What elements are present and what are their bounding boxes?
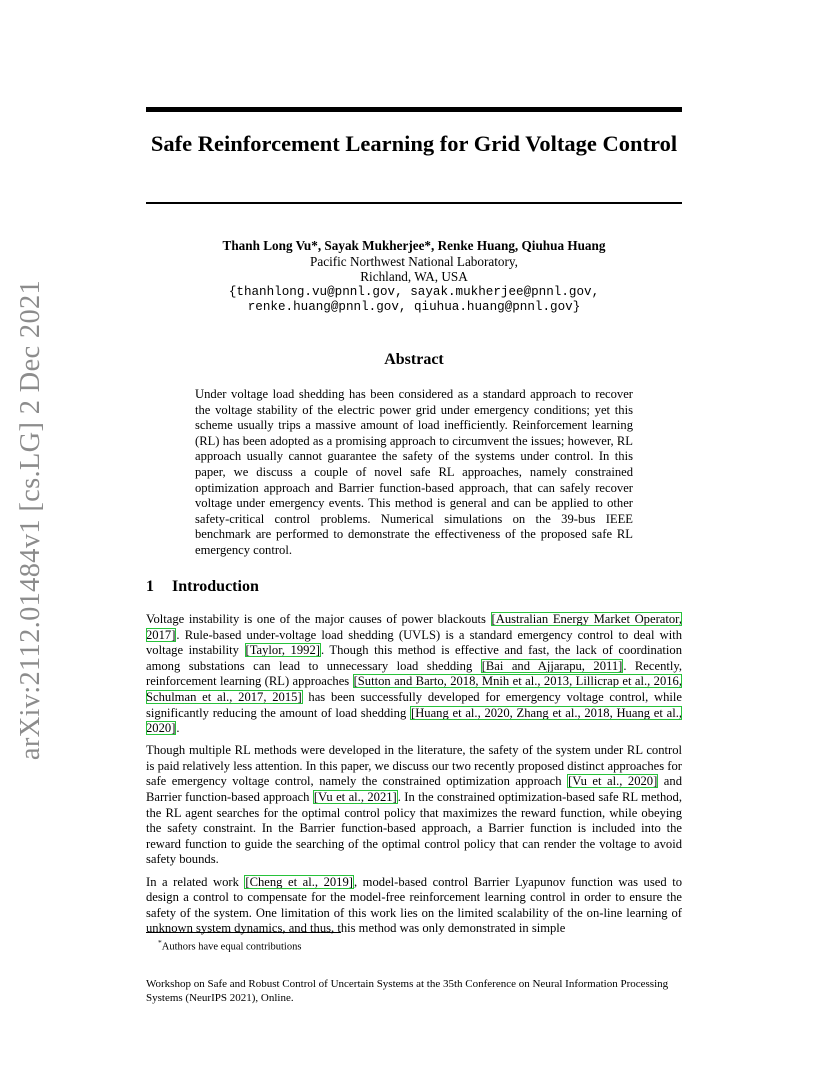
citation-link[interactable]: [Vu et al., 2021] <box>313 790 397 805</box>
paragraph-text: Though multiple RL methods were developed in the literature, the safety of the system under RL control is paid relatively less attention. In this paper, we discuss our two recently proposed distinct approaches for safe emergency voltage control, namely the constrained optimization approach <box>146 743 682 789</box>
intro-paragraph-2 <box>146 743 682 868</box>
affiliation-line-1: Pacific Northwest National Laboratory, <box>310 253 518 269</box>
paragraph-text: . In the constrained optimization-based safe RL method, the RL agent searches for the optimal control policy that maximizes the reward function, while obeying the safety constraint. In the Barrier function-based approach, a Barrier function is included into the reward function to guide the searching of the optimal control policy that can render the voltage to avoid safety bounds. <box>146 790 682 867</box>
citation-link[interactable]: [Bai and Ajjarapu, 2011] <box>481 658 623 673</box>
citation-link[interactable]: [Australian Energy Market Operator, 2017] <box>146 612 682 642</box>
paragraph-text: and Barrier function-based approach <box>146 774 682 805</box>
footnote-mark: * <box>158 938 162 947</box>
author-names: Thanh Long Vu*, Sayak Mukherjee*, Renke Huang, Qiuhua Huang <box>222 238 606 253</box>
paragraph-text: has been successfully developed for emergency voltage control, while significantly reducing the amount of load shedding <box>146 689 682 720</box>
abstract-heading: Abstract <box>384 351 444 368</box>
intro-paragraph-3 <box>146 875 682 937</box>
paragraph-text: Voltage instability is one of the major causes of power blackouts <box>146 612 491 626</box>
section-number: 1 <box>146 578 154 595</box>
author-emails-line-2: renke.huang@pnnl.gov, qiuhua.huang@pnnl.gov} <box>247 300 581 315</box>
section-heading-introduction <box>146 578 259 596</box>
citation-link[interactable]: [Huang et al., 2020, Zhang et al., 2018, Huang et al., 2020] <box>146 705 682 736</box>
venue-notice: Workshop on Safe and Robust Control of Uncertain Systems at the 35th Conference on Neural Information Processing Systems (NeurIPS 2021), Online. <box>146 978 669 1004</box>
footnote <box>158 936 301 954</box>
paragraph-text: . <box>176 721 180 736</box>
paragraph-text: . Though this method is effective and fast, the lack of coordination among substations can lead to unnecessary load shedding <box>146 643 682 673</box>
introduction-body <box>146 612 682 943</box>
citation-link[interactable]: [Sutton and Barto, 2018, Mnih et al., 2013, Lillicrap et al., 2016, Schulman et al., 2017, 2015] <box>146 674 682 704</box>
abstract-text: Under voltage load shedding has been considered as a standard approach to recover the voltage stability of the electric power grid under emergency conditions; yet this scheme usually trips a massive amount of load inefficiently. Reinforcement learning (RL) has been adopted as a promising approach to circumvent the issues; however, RL approach usually cannot guarantee the safety of the systems under control. In this paper, we discuss a couple of novel safe RL approaches, namely constrained optimization approach and Barrier function-based approach, that can safely recover voltage under emergency events. This method is general and can be applied to other safety-critical control problems. Numerical simulations on the 39-bus IEEE benchmark are performed to demonstrate the effectiveness of the proposed safe RL emergency control. <box>195 387 633 557</box>
paragraph-text: . Recently, reinforcement learning (RL) approaches <box>146 658 682 689</box>
paragraph-text: In a related work <box>146 874 245 889</box>
affiliation-line-2: Richland, WA, USA <box>360 269 468 285</box>
paragraph-text: . Rule-based under-voltage load shedding (UVLS) is a standard emergency control to deal with voltage instability <box>146 627 682 658</box>
author-emails-line-1: {thanhlong.vu@pnnl.gov, sayak.mukherjee@pnnl.gov, <box>228 284 600 299</box>
paper-title: Safe Reinforcement Learning for Grid Voltage Control <box>150 131 678 156</box>
paragraph-text: , model-based control Barrier Lyapunov function was used to design a control to compensate for the model-free reinforcement learning control in order to ensure the safety of the system. One limitation of this work lies on the limited scalability of the on-line learning of unknown system dynamics, and thus, this method was only demonstrated in simple <box>146 874 682 936</box>
title-bottom-rule <box>146 202 682 204</box>
footnote-rule <box>146 932 341 933</box>
author-block <box>146 238 682 316</box>
footnote-text: Authors have equal contributions <box>161 941 302 953</box>
intro-paragraph-1 <box>146 612 682 737</box>
title-top-rule <box>146 107 682 112</box>
citation-link[interactable]: [Cheng et al., 2019] <box>245 874 353 889</box>
arxiv-id-text: arXiv:2112.01484v1 [cs.LG] 2 Dec 2021 <box>15 279 47 761</box>
citation-link[interactable]: [Taylor, 1992] <box>245 643 320 658</box>
arxiv-identifier-stamp <box>0 279 62 761</box>
citation-link[interactable]: [Vu et al., 2020] <box>568 774 658 789</box>
section-title: Introduction <box>172 578 259 595</box>
